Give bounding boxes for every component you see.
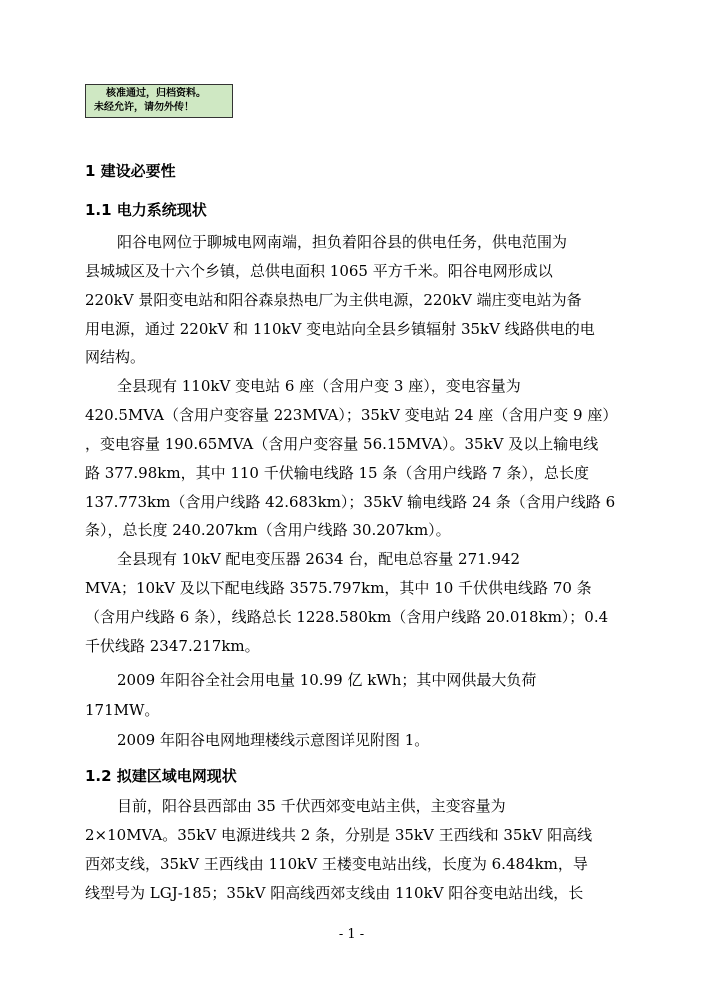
stamp-line-1: 核准通过，归档资料。 [106, 88, 206, 99]
paragraph-line: 137.773km（含用户线路 42.683km）；35kV 输电线路 24 条（含用户线路 6 [85, 493, 616, 511]
paragraph-line: 全县现有 10kV 配电变压器 2634 台，配电总容量 271.942 [117, 550, 521, 568]
section-heading-1-1: 1.1 电力系统现状 [85, 201, 207, 219]
paragraph-line: 全县现有 110kV 变电站 6 座（含用户变 3 座），变电容量为 [117, 377, 521, 395]
confidential-stamp [85, 84, 233, 118]
paragraph-line: 西郊支线，35kV 王西线由 110kV 王楼变电站出线，长度为 6.484km，导 [85, 855, 588, 873]
paragraph-line: 阳谷电网位于聊城电网南端，担负着阳谷县的供电任务，供电范围为 [117, 233, 568, 251]
paragraph-line: 2009 年阳谷电网地理楼线示意图详见附图 1。 [117, 731, 430, 749]
chapter-heading: 1 建设必要性 [85, 162, 176, 180]
paragraph-line: 线型号为 LGJ-185；35kV 阳高线西郊支线由 110kV 阳谷变电站出线，长 [85, 884, 584, 902]
paragraph-line: 220kV 景阳变电站和阳谷森泉热电厂为主供电源，220kV 端庄变电站为备 [85, 291, 582, 309]
stamp-line-2: 未经允许，请勿外传！ [94, 102, 194, 113]
section-heading-1-2: 1.2 拟建区域电网现状 [85, 767, 237, 785]
paragraph-line: 千伏线路 2347.217km。 [85, 637, 260, 655]
paragraph-line: 2×10MVA。35kV 电源进线共 2 条，分别是 35kV 王西线和 35kV 阳高线 [85, 826, 593, 844]
paragraph-line: 条），总长度 240.207km（含用户线路 30.207km）。 [85, 521, 451, 539]
paragraph-line: 2009 年阳谷全社会用电量 10.99 亿 kWh；其中网供最大负荷 [117, 671, 537, 689]
paragraph-line: MVA；10kV 及以下配电线路 3575.797km，其中 10 千伏供电线路 70 条 [85, 579, 592, 597]
paragraph-line: （含用户线路 6 条），线路总长 1228.580km（含用户线路 20.018km）；0.4 [85, 608, 609, 626]
paragraph-line: 目前，阳谷县西部由 35 千伏西郊变电站主供，主变容量为 [117, 797, 506, 815]
paragraph-line: 420.5MVA（含用户变容量 223MVA）；35kV 变电站 24 座（含用户变 9 座） [85, 406, 618, 424]
paragraph-line: 县城城区及十六个乡镇，总供电面积 1065 平方千米。阳谷电网形成以 [85, 262, 553, 280]
paragraph-line: 171MW。 [85, 701, 160, 719]
paragraph-line: 网结构。 [85, 348, 146, 366]
paragraph-line: 用电源，通过 220kV 和 110kV 变电站向全县乡镇辐射 35kV 线路供电的电 [85, 320, 595, 338]
paragraph-line: ，变电容量 190.65MVA（含用户变容量 56.15MVA）。35kV 及以上输电线 [85, 435, 599, 453]
paragraph-line: 路 377.98km，其中 110 千伏输电线路 15 条（含用户线路 7 条），总长度 [85, 464, 589, 482]
page-number: - 1 - [338, 927, 365, 942]
